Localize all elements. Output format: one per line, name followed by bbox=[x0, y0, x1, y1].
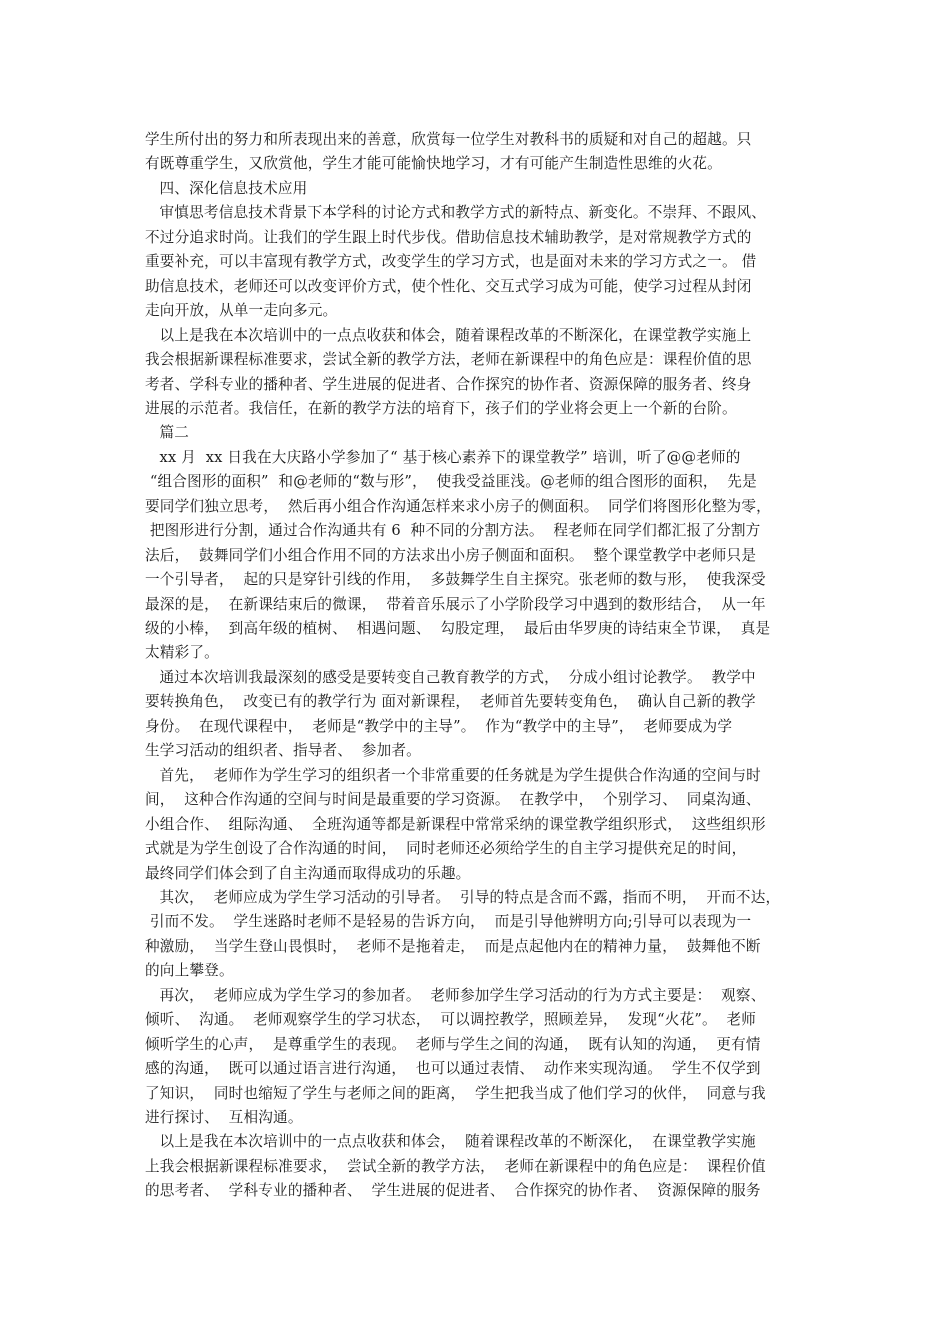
text-line: 以上是我在本次培训中的一点点收获和体会， 随着课程改革的不断深化， 在课堂教学实施 bbox=[145, 1133, 756, 1151]
text-line: 种激励， 当学生登山畏惧时， 老师不是拖着走， 而是点起他内在的精神力量， 鼓舞他不断 bbox=[145, 937, 761, 955]
text-line: 进行探讨、 互相沟通。 bbox=[145, 1109, 303, 1126]
text-line: 进展的示范者。我信任，在新的教学方法的培育下，孩子们的学业将会更上一个新的台阶。 bbox=[145, 399, 737, 417]
text-line: 重要补充，可以丰富现有教学方式，改变学生的学习方式，也是面对未来的学习方式之一。 借 bbox=[145, 253, 757, 271]
text-line: 级的小棒， 到高年级的植树、 相遇问题、 勾股定理， 最后由华罗庚的诗结束全节课， 真是 bbox=[145, 620, 771, 637]
text-line: 不过分追求时尚。让我们的学生跟上时代步伐。借助信息技术辅助教学，是对常规教学方式的 bbox=[145, 228, 752, 246]
text-line: 篇二 bbox=[145, 424, 190, 442]
text-line: 四、深化信息技术应用 bbox=[145, 179, 308, 197]
text-line: 倾听、 沟通。 老师观察学生的学习状态， 可以调控教学，照顾差异， 发现“火花”。 老师 bbox=[145, 1011, 757, 1029]
text-line: 了知识， 同时也缩短了学生与老师之间的距离， 学生把我当成了他们学习的伙伴， 同意与我 bbox=[145, 1084, 766, 1102]
text-line: 的向上攀登。 bbox=[145, 962, 234, 980]
text-line: 我会根据新课程标准要求，尝试全新的教学方法，老师在新课程中的角色应是：课程价值的思 bbox=[145, 351, 752, 369]
text-line: 式就是为学生创设了合作沟通的时间， 同时老师还必须给学生的自主学习提供充足的时间， bbox=[145, 840, 747, 858]
text-line: 太精彩了。 bbox=[145, 644, 219, 662]
text-line: 的思考者、 学科专业的播种者、 学生进展的促进者、 合作探究的协作者、 资源保障的服务 bbox=[145, 1182, 761, 1200]
text-line: 身份。 在现代课程中， 老师是“教学中的主导”。 作为“教学中的主导”， 老师要成为学 bbox=[145, 717, 733, 735]
text-line: 首先， 老师作为学生学习的组织者一个非常重要的任务就是为学生提供合作沟通的空间与时 bbox=[145, 766, 761, 784]
text-line: 小组合作、 组际沟通、 全班沟通等都是新课程中常常采纳的课堂教学组织形式， 这些组织形 bbox=[145, 815, 766, 833]
text-line: 通过本次培训我最深刻的感受是要转变自己教育教学的方式， 分成小组讨论教学。 教学中 bbox=[145, 668, 756, 686]
text-line: 间， 这种合作沟通的空间与时间是最重要的学习资源。 在教学中， 个别学习、 同桌沟通、 bbox=[145, 791, 761, 809]
text-line: 感的沟通， 既可以通过语言进行沟通， 也可以通过表情、 动作来实现沟通。 学生不仅学到 bbox=[145, 1060, 761, 1078]
text-line: 学生所付出的努力和所表现出来的善意，欣赏每一位学生对教科书的质疑和对自己的超越。只 bbox=[145, 131, 752, 148]
text-line: 最深的是， 在新课结束后的微课， 带着音乐展示了小学阶段学习中遇到的数形结合， 从一年 bbox=[145, 595, 766, 613]
text-line: 有既尊重学生，又欣赏他，学生才能可能愉快地学习，才有可能产生制造性思维的火花。 bbox=[145, 155, 722, 173]
text-line: 考者、学科专业的播种者、学生进展的促进者、合作探究的协作者、资源保障的服务者、终身 bbox=[145, 375, 752, 393]
text-line: xx 月 xx 日我在大庆路小学参加了“ 基于核心素养下的课堂教学” 培训，听了@@老师的 bbox=[145, 448, 741, 466]
text-line: 生学习活动的组织者、指导者、 参加者。 bbox=[145, 742, 421, 760]
text-line: 引而不发。 学生迷路时老师不是轻易的告诉方向， 而是引导他辨明方向;引导可以表现为一 bbox=[145, 913, 752, 931]
text-line: 把图形进行分割，通过合作沟通共有 6 种不同的分割方法。 程老师在同学们都汇报了分割方 bbox=[145, 522, 761, 540]
text-line: 要转换角色， 改变已有的教学行为 面对新课程， 老师首先要转变角色， 确认自己新的教学 bbox=[145, 693, 756, 711]
text-line: 以上是我在本次培训中的一点点收获和体会，随着课程改革的不断深化，在课堂教学实施上 bbox=[145, 326, 752, 344]
text-line: 一个引导者， 起的只是穿针引线的作用， 多鼓舞学生自主探究。张老师的数与形， 使我深受 bbox=[145, 571, 766, 589]
text-line: 助信息技术，老师还可以改变评价方式，使个性化、交互式学习成为可能，使学习过程从封闭 bbox=[145, 277, 752, 295]
text-line: 其次， 老师应成为学生学习活动的引导者。 引导的特点是含而不露，指而不明， 开而不达， bbox=[145, 888, 781, 906]
text-line: “组合图形的面积” 和@老师的“数与形”， 使我受益匪浅。@老师的组合图形的面积， 先是 bbox=[145, 473, 757, 491]
text-line: 上我会根据新课程标准要求， 尝试全新的教学方法， 老师在新课程中的角色应是： 课程价值 bbox=[145, 1157, 766, 1175]
text-line: 走向开放，从单一走向多元。 bbox=[145, 302, 338, 320]
text-line: 要同学们独立思考， 然后再小组合作沟通怎样来求小房子的侧面积。 同学们将图形化整为零， bbox=[145, 497, 771, 515]
text-line: 法后， 鼓舞同学们小组合作用不同的方法求出小房子侧面和面积。 整个课堂教学中老师只是 bbox=[145, 546, 757, 564]
text-line: 审慎思考信息技术背景下本学科的讨论方式和教学方式的新特点、新变化。不崇拜、不跟风、 bbox=[145, 204, 767, 222]
text-line: 再次， 老师应成为学生学习的参加者。 老师参加学生学习活动的行为方式主要是： 观察、 bbox=[145, 986, 766, 1004]
text-line: 最终同学们体会到了自主沟通而取得成功的乐趣。 bbox=[145, 864, 471, 882]
text-line: 倾听学生的心声， 是尊重学生的表现。 老师与学生之间的沟通， 既有认知的沟通， 更有情 bbox=[145, 1035, 761, 1053]
